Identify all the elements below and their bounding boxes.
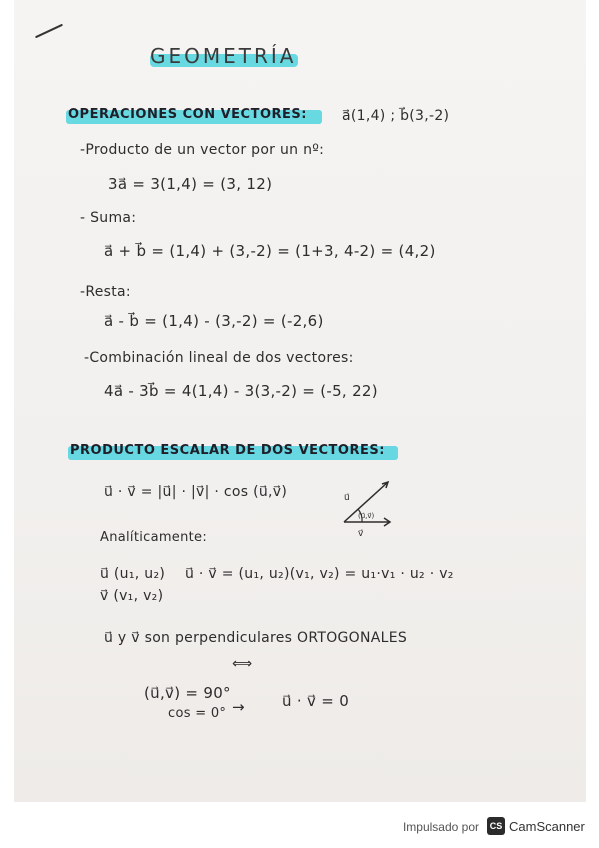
angle-diagram [336, 478, 406, 538]
section1-vectors: a⃗(1,4) ; b⃗(3,-2) [342, 108, 450, 124]
analytic-label: Analíticamente: [100, 530, 208, 545]
item-sub-formula: a⃗ - b⃗ = (1,4) - (3,-2) = (-2,6) [104, 312, 324, 330]
analytic-u: u⃗ (u₁, u₂) [100, 566, 166, 582]
item-linear-formula: 4a⃗ - 3b⃗ = 4(1,4) - 3(3,-2) = (-5, 22) [104, 382, 378, 400]
item-sub-label: -Resta: [80, 284, 131, 300]
iff-symbol: ⟺ [232, 656, 253, 672]
item-sum-label: - Suma: [80, 210, 137, 226]
label-v: v⃗ [358, 529, 364, 538]
powered-by-text: Impulsado por [402, 820, 479, 834]
cos-equation: cos = 0° [168, 706, 227, 721]
perpendicular-text: u⃗ y v⃗ son perpendiculares ORTOGONALES [104, 630, 408, 646]
item-product-label: -Producto de un vector por un nº: [80, 142, 325, 158]
item-linear-label: -Combinación lineal de dos vectores: [84, 350, 354, 366]
analytic-formula: u⃗ · v⃗ = (u₁, u₂)(v₁, v₂) = u₁·v₁ · u₂ · v₂ [185, 566, 454, 582]
analytic-v: v⃗ (v₁, v₂) [100, 588, 164, 604]
item-sum-formula: a⃗ + b⃗ = (1,4) + (3,-2) = (1+3, 4-2) = (4,2) [104, 242, 436, 260]
page-title: GEOMETRÍA [150, 44, 297, 68]
section1-heading: OPERACIONES CON VECTORES: [68, 107, 307, 122]
dot-product-definition: u⃗ · v⃗ = |u⃗| · |v⃗| · cos (u⃗,v⃗) [104, 484, 288, 500]
camscanner-name: CamScanner [509, 819, 585, 834]
label-angle: (u⃗,v⃗) [358, 512, 375, 520]
section2-heading: PRODUCTO ESCALAR DE DOS VECTORES: [70, 443, 385, 458]
result-arrow: → [232, 698, 245, 716]
item-product-formula: 3a⃗ = 3(1,4) = (3, 12) [108, 175, 273, 193]
label-u: u⃗ [344, 493, 350, 503]
camscanner-logo-icon: CS [487, 817, 505, 835]
angle-equation: (u⃗,v⃗) = 90° [144, 684, 231, 702]
orthogonal-result: u⃗ · v⃗ = 0 [282, 692, 350, 710]
